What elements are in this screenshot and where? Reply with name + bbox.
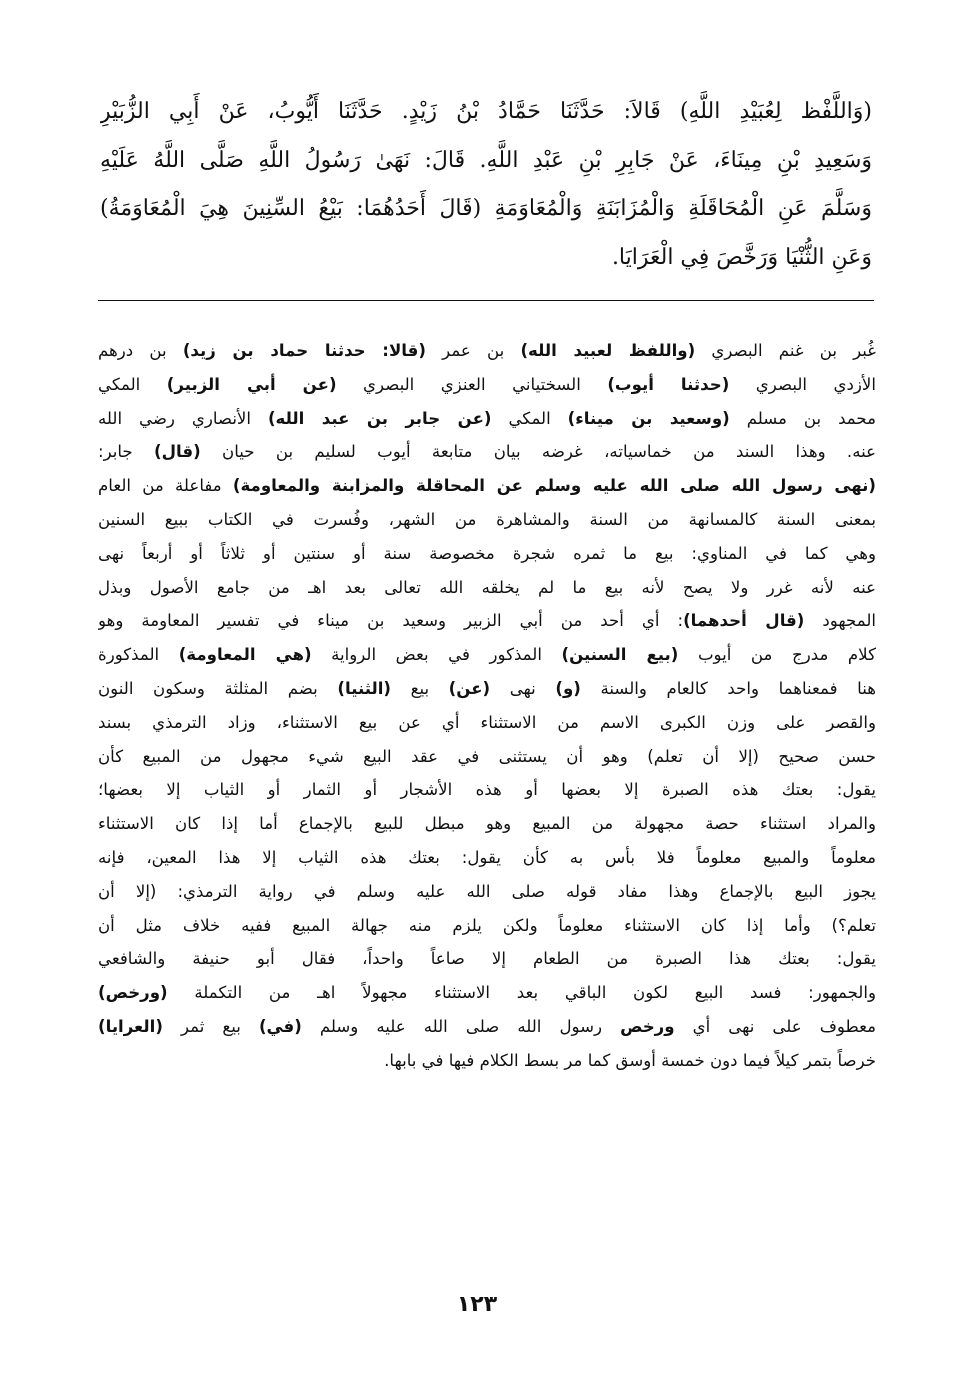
footnote-separator xyxy=(98,300,874,301)
commentary-line xyxy=(98,469,876,503)
commentary-phrase: نهى xyxy=(490,678,556,698)
commentary-phrase: والمراد استثناء حصة مجهولة من المبيع وهو مبطل للبيع بالإجماع أما إذا كان الاستثناء xyxy=(98,814,876,834)
quoted-hadith-phrase: (هي المعاومة) xyxy=(178,645,312,665)
hadith-line: وَسَلَّمَ عَنِ الْمُحَاقَلَةِ وَالْمُزَابَنَةِ وَالْمُعَاوَمَةِ (قَالَ أَحَدُهُمَا: بَيْعُ السِّنِينَ هِيَ الْمُعَاوَمَةُ) xyxy=(100,196,872,221)
quoted-hadith-phrase: (نهى رسول الله صلى الله عليه وسلم عن المحاقلة والمزابنة والمعاومة) xyxy=(232,476,876,496)
commentary-line xyxy=(98,942,876,976)
commentary-line xyxy=(98,334,876,368)
commentary-line xyxy=(98,841,876,875)
commentary-line xyxy=(98,638,876,672)
quoted-hadith-phrase: (و) xyxy=(555,678,581,698)
commentary-line xyxy=(98,604,876,638)
commentary-phrase: يقول: بعتك هذه الصبرة إلا بعضها أو هذه الأشجار أو الثمار أو الثياب إلا بعضها؛ xyxy=(98,780,876,800)
commentary-phrase: المذكور في بعض الرواية xyxy=(311,645,562,665)
commentary-phrase: تعلم؟) وأما إذا كان الاستثناء معلوماً ولكن يلزم منه جهالة المبيع ففيه خلاف مثل أن xyxy=(98,915,876,935)
commentary-line xyxy=(98,571,876,605)
commentary-phrase: بيع ثمر xyxy=(162,1016,259,1036)
quoted-hadith-phrase: (حدثنا أيوب) xyxy=(607,374,730,394)
page-number: ١٢٣ xyxy=(456,1292,498,1317)
commentary-phrase: الأزدي البصري xyxy=(729,374,876,394)
quoted-hadith-phrase: (عن جابر بن عبد الله) xyxy=(267,408,492,428)
commentary-phrase: معلوماً والمبيع معلوماً فلا بأس به كأن يقول: بعتك هذه الثياب إلا هذا المعين، فإنه xyxy=(98,847,876,867)
commentary-phrase: المجهود xyxy=(804,611,876,631)
commentary-line xyxy=(98,435,876,469)
commentary-phrase: بضم المثلثة وسكون النون xyxy=(98,678,338,698)
commentary-phrase: جابر: xyxy=(98,442,155,462)
commentary-phrase: بن درهم xyxy=(98,341,183,360)
quoted-hadith-phrase: (في) xyxy=(258,1016,302,1036)
commentary-phrase: عنه لأنه غرر ولا يصح لأنه بيع ما لم يخلقه الله تعالى بعد اهـ من جامع الأصول وبذل xyxy=(98,577,876,597)
commentary-phrase: الأنصاري رضي الله xyxy=(98,408,268,428)
commentary-phrase: المكي xyxy=(491,408,568,428)
commentary-line xyxy=(98,672,876,706)
commentary-line xyxy=(98,740,876,774)
commentary-phrase: عنه. وهذا السند من خماسياته، غرضه بيان متابعة أيوب لسليم بن حيان xyxy=(200,442,876,462)
commentary-line xyxy=(98,807,876,841)
quoted-hadith-phrase: (قال) xyxy=(154,442,201,462)
commentary-phrase: هنا فمعناهما واحد كالعام والسنة xyxy=(580,678,876,698)
commentary-phrase: غُبر بن غنم البصري xyxy=(695,341,876,360)
quoted-hadith-phrase: (العرايا) xyxy=(98,1016,163,1036)
quoted-hadith-phrase: (عن أبي الزبير) xyxy=(166,374,337,394)
commentary-phrase: معطوف على نهى أي xyxy=(674,1016,876,1036)
quoted-hadith-phrase: (واللفظ لعبيد الله) xyxy=(520,341,696,360)
quoted-hadith-phrase: (ورخص) xyxy=(98,983,168,1003)
commentary-phrase: المذكورة xyxy=(98,645,179,665)
quoted-hadith-phrase: (عن) xyxy=(448,678,491,698)
commentary-phrase: والقصر على وزن الكبرى الاسم من الاستثناء أي عن بيع الاستثناء، وزاد الترمذي بسند xyxy=(98,712,876,732)
quoted-hadith-phrase: (بيع السنين) xyxy=(561,645,679,665)
commentary-phrase: يقول: بعتك هذا الصبرة من الطعام إلا صاعاً واحداً، فقال أبو حنيفة والشافعي xyxy=(98,949,876,969)
commentary-phrase: : أي أحد من أبي الزبير وسعيد بن ميناء في تفسير المعاومة وهو xyxy=(98,611,684,631)
commentary-line xyxy=(98,537,876,571)
commentary-phrase: محمد بن مسلم xyxy=(729,408,876,428)
commentary-line xyxy=(98,503,876,537)
commentary-phrase: كلام مدرج من أيوب xyxy=(678,645,876,665)
commentary-phrase: والجمهور: فسد البيع لكون الباقي بعد الاستثناء مجهولاً اهـ من التكملة xyxy=(167,983,876,1003)
commentary-line xyxy=(98,875,876,909)
commentary-line xyxy=(98,1044,876,1078)
commentary-line xyxy=(98,402,876,436)
commentary-phrase: رسول الله صلى الله عليه وسلم xyxy=(301,1016,621,1036)
commentary-phrase: بيع xyxy=(391,678,449,698)
commentary-phrase: بمعنى السنة كالمسانهة من السنة والمشاهرة من الشهر، وفُسرت في الكتاب ببيع السنين xyxy=(98,509,876,529)
quoted-hadith-phrase: (وسعيد بن ميناء) xyxy=(567,408,730,428)
commentary-phrase: وهي كما في المناوي: بيع ما ثمره شجرة مخصوصة سنة أو سنتين أو ثلاثاً أو أربعاً نهى xyxy=(98,543,876,563)
commentary-line xyxy=(98,706,876,740)
commentary-line xyxy=(98,1010,876,1044)
commentary-line xyxy=(98,368,876,402)
hadith-line: (وَاللَّفْظ لِعُبَيْدِ اللَّهِ) قَالاَ: حَدَّثَنَا حَمَّادُ بْنُ زَيْدٍ. حَدَّثَنَا أَيُّوبُ، عَنْ أَبِي الزُّبَيْرِ xyxy=(100,99,872,124)
commentary-line xyxy=(98,773,876,807)
quoted-hadith-phrase: (قالا: حدثنا حماد بن زيد) xyxy=(182,341,426,360)
quoted-hadith-phrase: (قال أحدهما) xyxy=(683,611,805,631)
commentary-phrase: حسن صحيح (إلا أن تعلم) وهو أن يستثنى في عقد البيع شيء مجهول من المبيع كأن xyxy=(98,746,876,766)
hadith-line: وَسَعِيدِ بْنِ مِينَاءَ، عَنْ جَابِرِ بْنِ عَبْدِ اللَّهِ. قَالَ: نَهَىٰ رَسُولُ اللَّهِ صَلَّى اللَّهُ عَلَيْهِ xyxy=(100,147,872,173)
commentary-phrase: يجوز البيع بالإجماع وهذا مفاد قوله صلى الله عليه وسلم في رواية الترمذي: (إلا أن xyxy=(98,881,876,901)
commentary-phrase: بن عمر xyxy=(425,341,521,360)
commentary-text xyxy=(98,334,876,1078)
commentary-phrase: المكي xyxy=(98,374,167,394)
commentary-phrase: خرصاً بتمر كيلاً فيما دون خمسة أوسق كما مر بسط الكلام فيها في بابها. xyxy=(384,1050,876,1070)
quoted-hadith-phrase: ورخص xyxy=(620,1016,675,1036)
commentary-phrase: مفاعلة من العام xyxy=(98,476,233,496)
hadith-line: وَعَنِ الثُّنْيَا وَرَخَّصَ فِي الْعَرَايَا. xyxy=(611,244,872,270)
commentary-line xyxy=(98,909,876,943)
hadith-text xyxy=(100,88,872,282)
commentary-line xyxy=(98,976,876,1010)
quoted-hadith-phrase: (الثنيا) xyxy=(337,678,392,698)
commentary-phrase: السختياني العنزي البصري xyxy=(336,374,608,394)
